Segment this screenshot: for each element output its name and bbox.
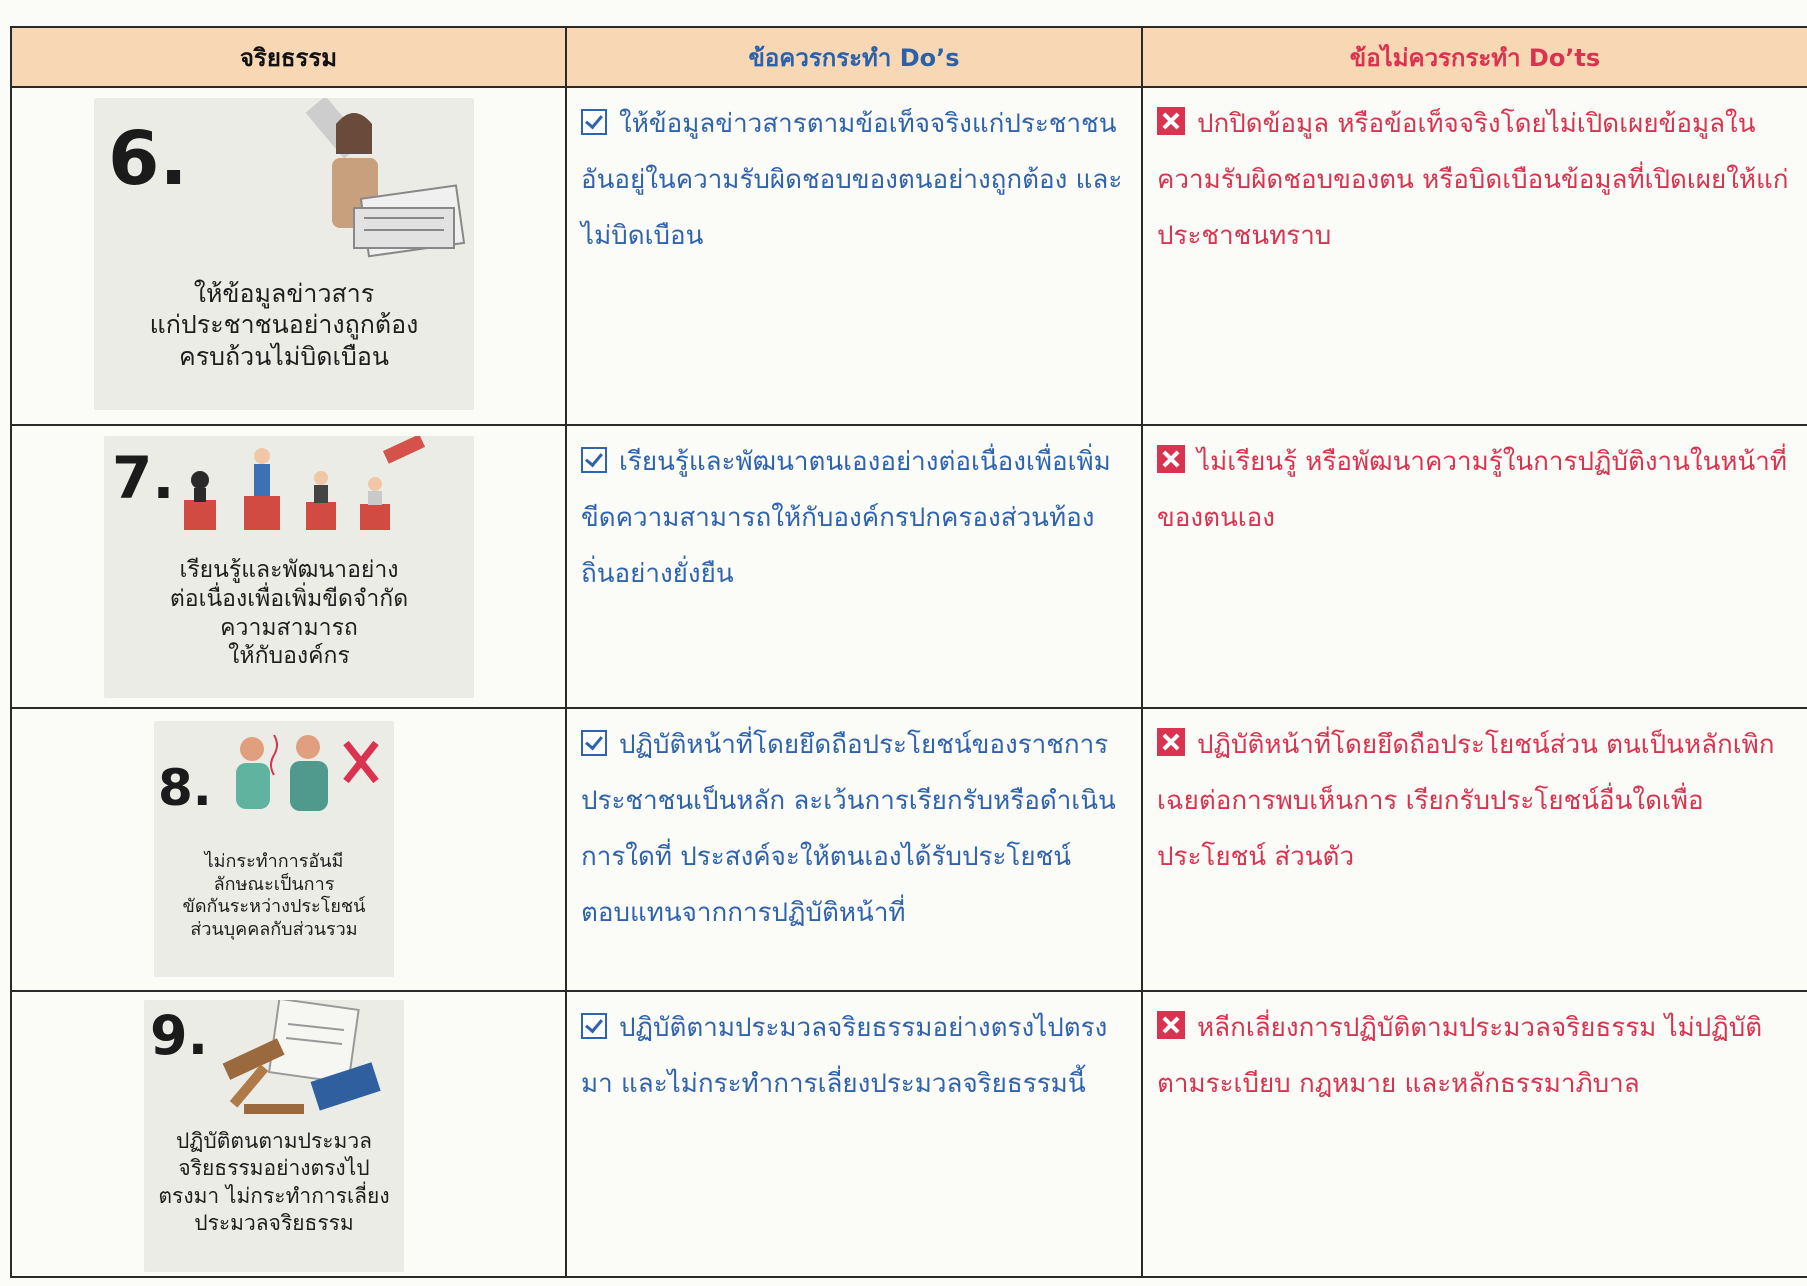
caption-line: ตรงมา ไม่กระทำการเลี่ยง [158, 1183, 390, 1208]
dos-text: ปฏิบัติหน้าที่โดยยึดถือประโยชน์ของราชการประชาชนเป็นหลัก ละเว้นการเรียกรับหรือดำเนินการใดที่ ประสงค์จะให้ตนเองได้รับประโยชน์ตอบแทนจากการปฏิบัติหน้าที่ [581, 730, 1116, 928]
donts-cell [1142, 991, 1807, 1277]
dos-text: เรียนรู้และพัฒนาตนเองอย่างต่อเนื่องเพื่อเพิ่มขีดความสามารถให้กับองค์กรปกครองส่วนท้องถิ่นอย่างยั่งยืน [581, 447, 1111, 589]
gavel-and-documents-icon [204, 1000, 404, 1120]
table-row [11, 87, 1807, 425]
ethic-number: 7. [112, 444, 175, 512]
ethic-caption [144, 1128, 404, 1237]
caption-line: ให้กับองค์กร [228, 643, 350, 670]
dos-cell [566, 708, 1142, 991]
donts-text: ปกปิดข้อมูล หรือข้อเท็จจริงโดยไม่เปิดเผยข้อมูลในความรับผิดชอบของตน หรือบิดเบือนข้อมูลที่เปิดเผยให้แก่ประชาชนทราบ [1157, 109, 1789, 251]
dos-text: ให้ข้อมูลข่าวสารตามข้อเท็จจริงแก่ประชาชนอันอยู่ในความรับผิดชอบของตนอย่างถูกต้อง และไม่บิดเบือน [581, 109, 1123, 251]
cross-box-icon [1157, 728, 1185, 756]
donts-text-block [1143, 426, 1807, 546]
checkbox-icon [581, 730, 607, 756]
ethics-table [10, 26, 1807, 1278]
ethic-caption [94, 278, 474, 372]
ethic-cell [11, 87, 566, 425]
ethic-number: 8. [158, 759, 212, 817]
ethic-caption [154, 851, 394, 941]
header-dos: ข้อควรกระทำ Do’s [566, 27, 1142, 87]
dos-cell [566, 991, 1142, 1277]
donts-cell [1142, 425, 1807, 708]
ethic-cell [11, 425, 566, 708]
table-row [11, 708, 1807, 991]
caption-line: ส่วนบุคคลกับส่วนรวม [190, 918, 358, 940]
ethic-number: 9. [150, 1004, 209, 1067]
dos-text-block [567, 709, 1141, 941]
caption-line: ไม่กระทำการอันมี [204, 851, 344, 872]
ethic-card-7 [104, 436, 474, 698]
cross-box-icon [1157, 1011, 1185, 1039]
cross-box-icon [1157, 445, 1185, 473]
dos-cell [566, 87, 1142, 425]
official-with-megaphone-and-newspapers-icon [204, 98, 474, 258]
caption-line: ต่อเนื่องเพื่อเพิ่มขีดจำกัด [169, 585, 409, 612]
people-growing-in-pots-icon [174, 436, 474, 546]
caption-line: จริยธรรมอย่างตรงไป [178, 1156, 370, 1181]
caption-line: ครบถ้วนไม่บิดเบือน [179, 341, 389, 371]
donts-text-block [1143, 88, 1807, 264]
caption-line: ความสามารถ [220, 614, 358, 641]
header-ethic: จริยธรรม [11, 27, 566, 87]
dos-cell [566, 425, 1142, 708]
table-header-row [11, 27, 1807, 87]
cross-box-icon [1157, 107, 1185, 135]
donts-text: ไม่เรียนรู้ หรือพัฒนาความรู้ในการปฏิบัติงานในหน้าที่ของตนเอง [1157, 447, 1788, 533]
dos-text-block [567, 992, 1141, 1112]
conflict-of-interest-people-icon [224, 725, 394, 821]
donts-text: ปฏิบัติหน้าที่โดยยึดถือประโยชน์ส่วน ตนเป็นหลักเพิกเฉยต่อการพบเห็นการ เรียกรับประโยชน์อื่นใดเพื่อประโยชน์ ส่วนตัว [1157, 730, 1775, 872]
caption-line: ให้ข้อมูลข่าวสาร [193, 279, 375, 308]
table-row [11, 991, 1807, 1277]
ethic-caption [104, 556, 474, 671]
caption-line: ขัดกันระหว่างประโยชน์ [182, 896, 366, 917]
dos-text-block [567, 88, 1141, 264]
caption-line: ปฏิบัติตนตามประมวล [175, 1129, 373, 1153]
donts-text: หลีกเลี่ยงการปฏิบัติตามประมวลจริยธรรม ไม่ปฏิบัติตามระเบียบ กฎหมาย และหลักธรรมาภิบาล [1157, 1013, 1763, 1099]
donts-cell [1142, 708, 1807, 991]
ethic-number: 6. [108, 116, 188, 202]
ethic-card-8 [154, 721, 394, 977]
checkbox-icon [581, 447, 607, 473]
donts-text-block [1143, 709, 1807, 885]
checkbox-icon [581, 109, 607, 135]
ethic-cell [11, 991, 566, 1277]
checkbox-icon [581, 1013, 607, 1039]
caption-line: แก่ประชาชนอย่างถูกต้อง [149, 310, 419, 340]
donts-text-block [1143, 992, 1807, 1112]
caption-line: เรียนรู้และพัฒนาอย่าง [179, 557, 399, 583]
table-row [11, 425, 1807, 708]
caption-line: ลักษณะเป็นการ [213, 873, 335, 895]
ethic-card-9 [144, 1000, 404, 1272]
header-donts: ข้อไม่ควรกระทำ Do’ts [1142, 27, 1807, 87]
dos-text-block [567, 426, 1141, 602]
dos-text: ปฏิบัติตามประมวลจริยธรรมอย่างตรงไปตรงมา และไม่กระทำการเลี่ยงประมวลจริยธรรมนี้ [581, 1013, 1108, 1099]
ethic-card-6 [94, 98, 474, 410]
donts-cell [1142, 87, 1807, 425]
caption-line: ประมวลจริยธรรม [194, 1210, 354, 1235]
ethic-cell [11, 708, 566, 991]
